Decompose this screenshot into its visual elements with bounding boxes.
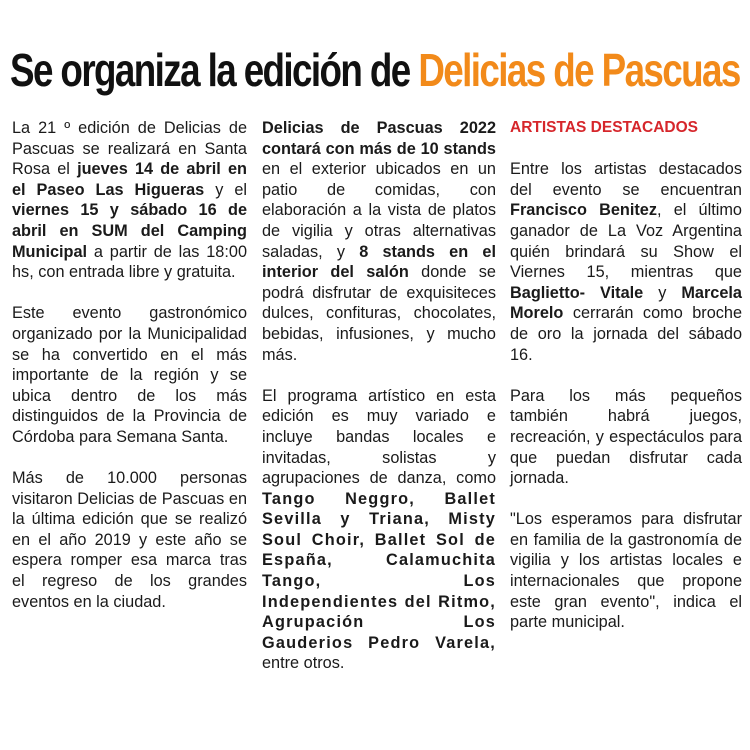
text-run: entre otros. bbox=[262, 654, 345, 673]
text-run: cerrarán como broche de oro la jornada del sábado 16. bbox=[510, 304, 742, 364]
text-run: La 21 º edición de Delicias de Pascuas se realizará en Santa Rosa el bbox=[12, 119, 247, 179]
headline-lead: Se organiza la edición de bbox=[10, 44, 419, 96]
date-venue-1: jueves 14 de abril en el Paseo Las Higueras bbox=[12, 160, 247, 199]
stands-highlight: Delicias de Pascuas 2022 contará con más de 10 stands bbox=[262, 119, 496, 158]
paragraph-program bbox=[262, 386, 496, 674]
column-1 bbox=[12, 118, 247, 633]
artist-name: Francisco Benitez bbox=[510, 201, 657, 220]
text-run: Entre los artistas destacados del evento se encuentran bbox=[510, 160, 742, 199]
text-run: en el exterior ubicados en un patio de comidas, con elaboración a la vista de platos de vigilia y otras alternativas saladas, y bbox=[262, 160, 496, 261]
text-run: El programa artístico en esta edición es muy variado e incluye bandas locales e invitadas, solistas y agrupaciones de danza, como bbox=[262, 386, 496, 488]
paragraph-event-importance: Este evento gastronómico organizado por la Municipalidad se ha convertido en el más importante de la región y se ubica dentro de los más distinguidos de la Provincia de Córdoba para Semana Santa. bbox=[12, 304, 247, 446]
interior-stands-highlight: 8 stands en el interior del salón bbox=[262, 242, 496, 282]
paragraph-featured-artists bbox=[510, 159, 742, 365]
text-run: donde se podrá disfrutar de exquisiteces dulces, confituras, chocolates, bebidas, infusiones, y mucho más. bbox=[262, 263, 496, 364]
paragraph-attendance: Más de 10.000 personas visitaron Delicias de Pascuas en la última edición que se realizó en el año 2019 y este año se espera romper esa marca tras el regreso de los grandes eventos en la ciudad. bbox=[12, 469, 247, 611]
paragraph-kids: Para los más pequeños también habrá juegos, recreación, y espectáculos para que puedan disfrutar cada jornada. bbox=[510, 386, 742, 488]
date-venue-2: viernes 15 y sábado 16 de abril en SUM del Camping Municipal bbox=[12, 201, 247, 261]
artist-name: Marcela Morelo bbox=[510, 283, 742, 323]
column-3 bbox=[510, 118, 742, 653]
column-2 bbox=[262, 118, 496, 695]
headline-event-name: Delicias de Pascuas bbox=[418, 44, 740, 96]
artist-name: Baglietto- Vitale bbox=[510, 283, 644, 302]
text-run: a partir de las 18:00 hs, con entrada libre y gratuita. bbox=[12, 242, 247, 282]
paragraph-quote: "Los esperamos para disfrutar en familia de la gastronomía de vigilia y los artistas locales e internacionales que propone este gran evento", indica el parte municipal. bbox=[510, 510, 742, 632]
text-run: y el bbox=[204, 180, 247, 199]
text-run: y bbox=[643, 283, 682, 302]
headline bbox=[10, 42, 740, 98]
paragraph-event-dates bbox=[12, 118, 247, 283]
performers-list: Tango Neggro, Ballet Sevilla y Triana, Misty Soul Choir, Ballet Sol de España, Calamuchita Tango, Los Independientes del Ritmo, Agrupación Los Gauderios Pedro Varela, bbox=[262, 489, 496, 652]
text-run: , el último ganador de La Voz Argentina quién brindará su Show el Viernes 15, mientras que bbox=[510, 201, 742, 282]
section-title: ARTISTAS DESTACADOS bbox=[510, 119, 699, 136]
paragraph-stands bbox=[262, 118, 496, 365]
